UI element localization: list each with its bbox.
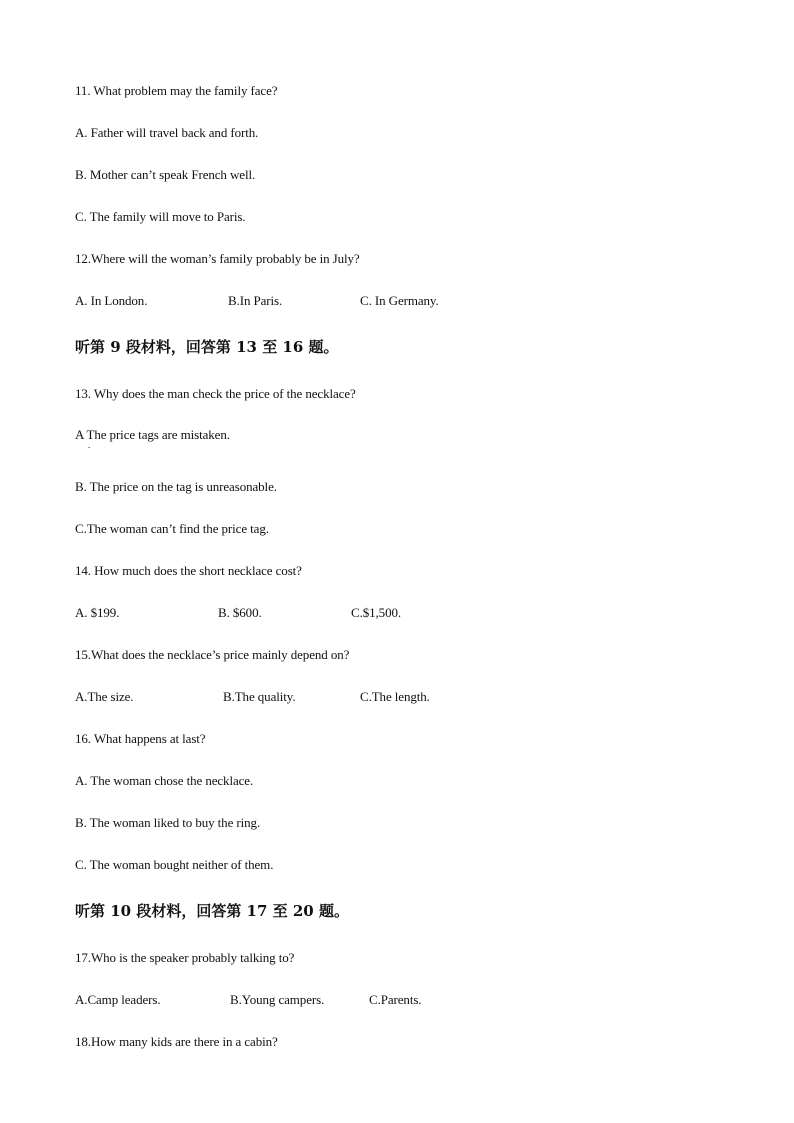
question-16-option-a: A. The woman chose the necklace. xyxy=(75,773,254,788)
question-17-option-a: A.Camp leaders. xyxy=(75,992,161,1007)
question-14-stem: 14. How much does the short necklace cost? xyxy=(75,563,302,578)
question-14-option-c: C.$1,500. xyxy=(351,605,402,620)
question-16-option-b: B. The woman liked to buy the ring. xyxy=(75,815,261,830)
question-13-option-a: A The price tags are mistaken. xyxy=(75,427,230,442)
question-16-stem: 16. What happens at last? xyxy=(75,731,206,746)
question-13-option-b: B. The price on the tag is unreasonable. xyxy=(75,479,277,494)
question-13-stem: 13. Why does the man check the price of the necklace? xyxy=(75,386,356,401)
section-9-heading: 听第 9 段材料，回答第 13 至 16 题。 xyxy=(75,338,339,356)
question-17-option-c: C.Parents. xyxy=(369,992,422,1007)
question-15-option-b: B.The quality. xyxy=(223,689,296,704)
question-12-option-c: C. In Germany. xyxy=(360,293,439,308)
question-12-stem: 12.Where will the woman’s family probably be in July? xyxy=(75,251,360,266)
question-17-option-b: B.Young campers. xyxy=(230,992,325,1007)
question-15-stem: 15.What does the necklace’s price mainly depend on? xyxy=(75,647,350,662)
question-12-option-b: B.In Paris. xyxy=(228,293,283,308)
question-11-option-c: C. The family will move to Paris. xyxy=(75,209,246,224)
question-14-option-a: A. $199. xyxy=(75,605,120,620)
question-11-option-b: B. Mother can’t speak French well. xyxy=(75,167,256,182)
question-11-option-a: A. Father will travel back and forth. xyxy=(75,125,259,140)
question-15-option-a: A.The size. xyxy=(75,689,134,704)
question-11-stem: 11. What problem may the family face? xyxy=(75,83,278,98)
question-17-stem: 17.Who is the speaker probably talking to? xyxy=(75,950,295,965)
question-13-option-c: C.The woman can’t find the price tag. xyxy=(75,521,269,536)
question-18-stem: 18.How many kids are there in a cabin? xyxy=(75,1034,278,1049)
question-14-option-b: B. $600. xyxy=(218,605,262,620)
question-15-option-c: C.The length. xyxy=(360,689,430,704)
question-12-option-a: A. In London. xyxy=(75,293,148,308)
section-10-heading: 听第 10 段材料，回答第 17 至 20 题。 xyxy=(75,902,349,920)
question-13-option-a-mark: . xyxy=(88,440,91,450)
question-16-option-c: C. The woman bought neither of them. xyxy=(75,857,274,872)
